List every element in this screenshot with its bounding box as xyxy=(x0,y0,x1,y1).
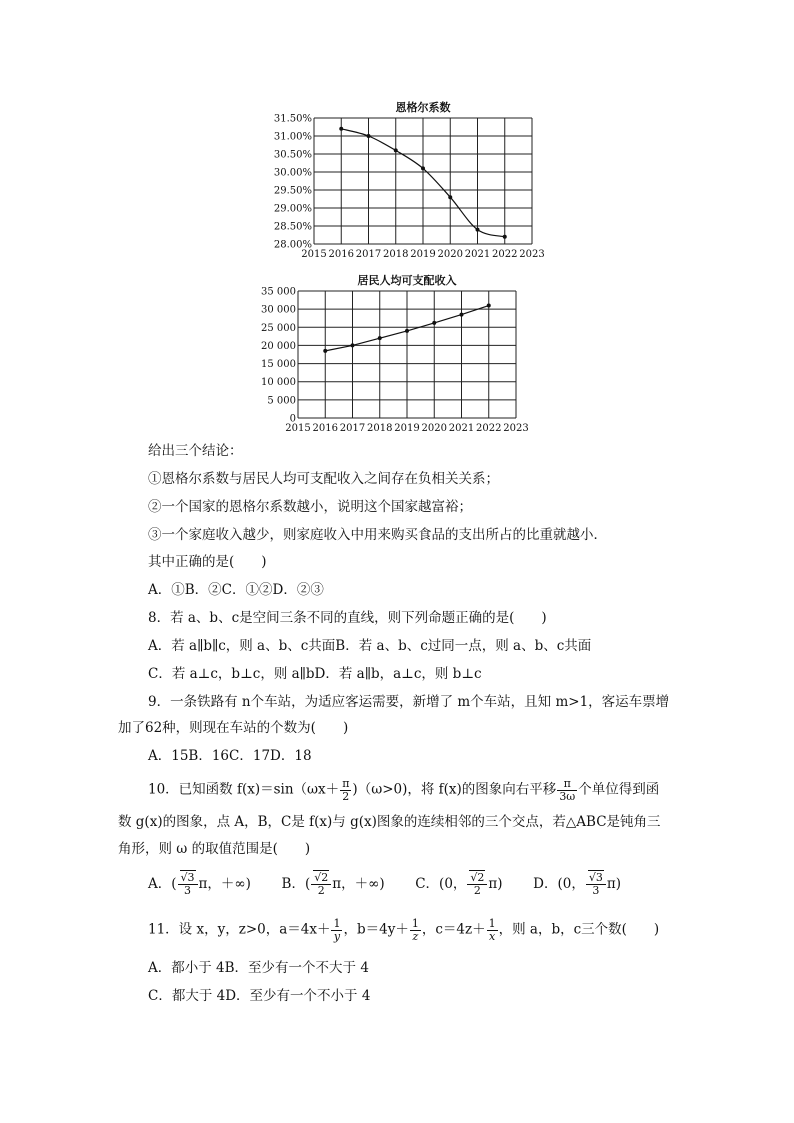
engel-x-tick-label: 2020 xyxy=(437,249,463,260)
q10-opt-a-suffix: π，＋∞) xyxy=(198,875,251,892)
q10-f2-num: π xyxy=(557,778,577,791)
income-data-point xyxy=(432,321,436,325)
question-8: 8．若 a、b、c是空间三条不同的直线，则下列命题正确的是( ) xyxy=(148,610,547,626)
q11-f1-den: y xyxy=(333,929,341,943)
q11-part-2: ，b＝4y＋ xyxy=(343,921,409,938)
engel-x-tick-label: 2021 xyxy=(464,249,491,260)
income-x-tick-label: 2023 xyxy=(503,423,529,434)
q10-f2-den: 3ω xyxy=(559,789,576,803)
engel-x-tick-label: 2018 xyxy=(383,249,409,260)
income-data-point xyxy=(378,336,382,340)
q11-frac-1-over-z xyxy=(410,918,421,942)
question-10-line-1 xyxy=(148,778,659,802)
q10-opt-c xyxy=(415,871,503,897)
conclusion-2: ②一个国家的恩格尔系数越小，说明这个国家越富裕； xyxy=(148,499,472,515)
question-8-options-cd: C．若 a⊥c，b⊥c，则 a∥bD．若 a∥b，a⊥c，则 b⊥c xyxy=(148,666,482,682)
q11-f3-den: x xyxy=(489,929,496,943)
q10-opt-d-num: √3 xyxy=(588,871,603,884)
question-10-line-3: 角形，则 ω 的取值范围是( ) xyxy=(118,841,311,857)
q10-part-3: 个单位得到函 xyxy=(578,781,660,798)
engel-y-tick-label: 31.00% xyxy=(273,131,312,143)
engel-x-tick-label: 2016 xyxy=(328,249,354,260)
engel-y-tick-label: 29.00% xyxy=(273,203,312,215)
q10-f1-den: 2 xyxy=(342,789,350,803)
q10-opt-d-frac xyxy=(586,872,606,896)
engel-x-tick-label: 2019 xyxy=(410,249,436,260)
q10-opt-d-suffix: π) xyxy=(606,875,621,892)
q11-frac-1-over-y xyxy=(331,918,342,942)
income-y-tick-label: 35 000 xyxy=(261,286,296,298)
q10-opt-d-prefix: D．(0， xyxy=(533,875,585,892)
conclusion-3: ③一个家庭收入越少，则家庭收入中用来购买食品的支出所占的比重就越小． xyxy=(148,527,607,543)
engel-x-tick-label: 2017 xyxy=(355,249,382,260)
q10-opt-c-suffix: π) xyxy=(488,875,503,892)
conclusion-1: ①恩格尔系数与居民人均可支配收入之间存在负相关关系； xyxy=(148,471,499,487)
engel-y-tick-label: 30.50% xyxy=(273,149,312,161)
income-x-tick-label: 2022 xyxy=(476,423,502,434)
q10-opt-b xyxy=(281,871,385,897)
income-data-point xyxy=(487,304,491,308)
q10-opt-b-prefix: B．( xyxy=(281,875,311,892)
q10-opt-c-den: 2 xyxy=(473,883,481,897)
income-x-tick-label: 2021 xyxy=(448,423,475,434)
intro-text: 给出三个结论： xyxy=(148,443,243,459)
q11-part-1: 11．设 x，y，z>0，a＝4x＋ xyxy=(148,921,331,938)
engel-x-tick-label: 2023 xyxy=(519,249,545,260)
q11-f2-num: 1 xyxy=(411,917,419,930)
income-y-tick-label: 20 000 xyxy=(261,340,296,352)
q10-fraction-pi-over-2 xyxy=(340,778,351,802)
q10-opt-b-frac xyxy=(311,872,331,896)
question-11-options-cd: C．都大于 4D．至少有一个不小于 4 xyxy=(148,988,371,1004)
income-y-tick-label: 5 000 xyxy=(267,395,296,407)
income-y-tick-label: 15 000 xyxy=(261,359,296,371)
q11-part-3: ，c＝4z＋ xyxy=(421,921,486,938)
q10-opt-b-den: 2 xyxy=(317,883,325,897)
question-9-line-1: 9．一条铁路有 n个车站，为适应客运需要，新增了 m个车站，且知 m>1，客运车票增 xyxy=(148,694,670,710)
income-chart xyxy=(0,0,794,440)
q10-opt-a-frac xyxy=(178,872,198,896)
income-data-point xyxy=(460,313,464,317)
question-7-ask: 其中正确的是( ) xyxy=(148,554,267,570)
income-x-tick-label: 2016 xyxy=(312,423,338,434)
income-data-point xyxy=(323,349,327,353)
question-11 xyxy=(148,918,659,942)
income-title: 居民人均可支配收入 xyxy=(357,274,457,287)
question-8-options-ab: A．若 a∥b∥c，则 a、b、c共面B．若 a、b、c过同一点，则 a、b、c共面 xyxy=(148,638,592,654)
income-x-tick-label: 2019 xyxy=(394,423,420,434)
income-x-tick-label: 2015 xyxy=(285,423,311,434)
q10-part-2: )（ω>0)，将 f(x)的图象向右平移 xyxy=(352,781,557,798)
q10-opt-b-suffix: π，＋∞) xyxy=(332,875,385,892)
engel-title: 恩格尔系数 xyxy=(395,101,451,114)
q10-opt-c-prefix: C．(0， xyxy=(415,875,467,892)
income-y-tick-label: 10 000 xyxy=(261,377,296,389)
income-y-tick-label: 0 xyxy=(289,413,296,425)
q10-part-1: 10．已知函数 f(x)＝sin（ωx＋ xyxy=(148,781,340,798)
q10-opt-c-frac xyxy=(467,872,487,896)
income-y-tick-label: 30 000 xyxy=(261,304,296,316)
engel-y-tick-label: 28.00% xyxy=(273,239,312,251)
q11-part-4: ，则 a，b，c三个数( ) xyxy=(498,921,660,938)
engel-y-tick-label: 28.50% xyxy=(273,221,312,233)
question-10-line-2: 数 g(x)的图象，点 A，B，C是 f(x)与 g(x)图象的连续相邻的三个交点，若△ABC是钝角三 xyxy=(118,814,661,830)
income-data-point xyxy=(405,329,409,333)
engel-x-tick-label: 2015 xyxy=(301,249,327,260)
income-y-tick-label: 25 000 xyxy=(261,322,296,334)
question-7-options: A．①B．②C．①②D．②③ xyxy=(148,582,324,598)
income-x-tick-label: 2017 xyxy=(339,423,366,434)
engel-x-tick-label: 2022 xyxy=(492,249,518,260)
q10-opt-a-den: 3 xyxy=(184,883,192,897)
q10-opt-a-prefix: A．( xyxy=(148,875,177,892)
q10-opt-c-num: √2 xyxy=(470,871,485,884)
q10-f1-num: π xyxy=(342,777,350,790)
income-x-tick-label: 2020 xyxy=(421,423,447,434)
q10-opt-a xyxy=(148,871,251,897)
q10-opt-a-num: √3 xyxy=(180,871,195,884)
engel-y-tick-label: 31.50% xyxy=(273,113,312,125)
q10-fraction-pi-over-3w xyxy=(557,778,577,802)
q11-f1-num: 1 xyxy=(333,917,341,930)
q11-f2-den: z xyxy=(412,929,419,943)
q10-opt-d xyxy=(533,871,621,897)
q10-opt-b-num: √2 xyxy=(314,871,329,884)
engel-y-tick-label: 29.50% xyxy=(273,185,312,197)
q11-f3-num: 1 xyxy=(488,917,496,930)
question-9-options: A．15B．16C．17D．18 xyxy=(148,748,312,764)
q11-frac-1-over-x xyxy=(487,918,498,942)
question-10-options xyxy=(148,872,621,896)
income-data-point xyxy=(351,343,355,347)
income-x-tick-label: 2018 xyxy=(367,423,393,434)
q10-opt-d-den: 3 xyxy=(592,883,600,897)
question-11-options-ab: A．都小于 4B．至少有一个不大于 4 xyxy=(148,960,369,976)
question-9-line-2: 加了62种，则现在车站的个数为( ) xyxy=(118,720,349,736)
engel-y-tick-label: 30.00% xyxy=(273,167,312,179)
